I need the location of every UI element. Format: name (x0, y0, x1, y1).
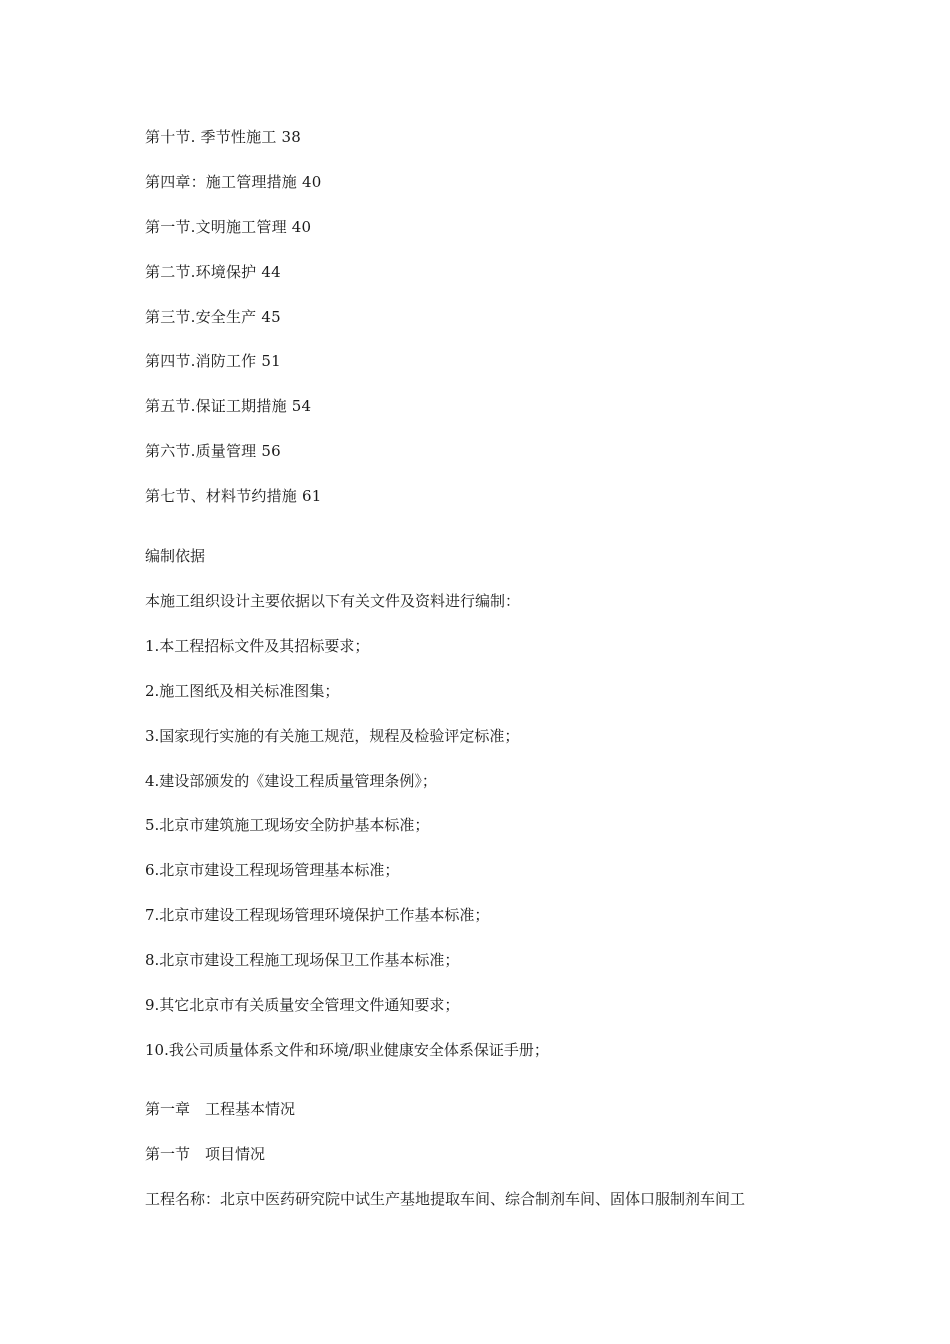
list-item: 4.建设部颁发的《建设工程质量管理条例》； (145, 772, 437, 790)
list-item: 10.我公司质量体系文件和环境/职业健康安全体系保证手册； (145, 1041, 549, 1059)
list-item: 6.北京市建设工程现场管理基本标准； (145, 861, 400, 879)
toc-entry: 第一节.文明施工管理 40 (145, 218, 312, 236)
paragraph: 本施工组织设计主要依据以下有关文件及资料进行编制： (145, 592, 521, 610)
toc-entry: 第五节.保证工期措施 54 (145, 397, 312, 415)
list-item: 5.北京市建筑施工现场安全防护基本标准； (145, 816, 430, 834)
toc-entry: 第四节.消防工作 51 (145, 352, 281, 370)
chapter-title: 第一章 工程基本情况 (145, 1100, 296, 1118)
paragraph: 工程名称：北京中医药研究院中试生产基地提取车间、综合制剂车间、固体口服制剂车间工 (145, 1190, 746, 1208)
list-item: 3.国家现行实施的有关施工规范，规程及检验评定标准； (145, 727, 520, 745)
list-item: 2.施工图纸及相关标准图集； (145, 682, 340, 700)
section-heading: 编制依据 (145, 547, 206, 565)
toc-entry: 第四章：施工管理措施 40 (145, 173, 322, 191)
toc-entry: 第十节. 季节性施工 38 (145, 128, 301, 146)
toc-entry: 第三节.安全生产 45 (145, 308, 281, 326)
list-item: 8.北京市建设工程施工现场保卫工作基本标准； (145, 951, 460, 969)
toc-entry: 第二节.环境保护 44 (145, 263, 281, 281)
list-item: 9.其它北京市有关质量安全管理文件通知要求； (145, 996, 460, 1014)
list-item: 1.本工程招标文件及其招标要求； (145, 637, 370, 655)
toc-entry: 第六节.质量管理 56 (145, 442, 281, 460)
list-item: 7.北京市建设工程现场管理环境保护工作基本标准； (145, 906, 490, 924)
toc-entry: 第七节、材料节约措施 61 (145, 487, 322, 505)
section-title: 第一节 项目情况 (145, 1145, 266, 1163)
